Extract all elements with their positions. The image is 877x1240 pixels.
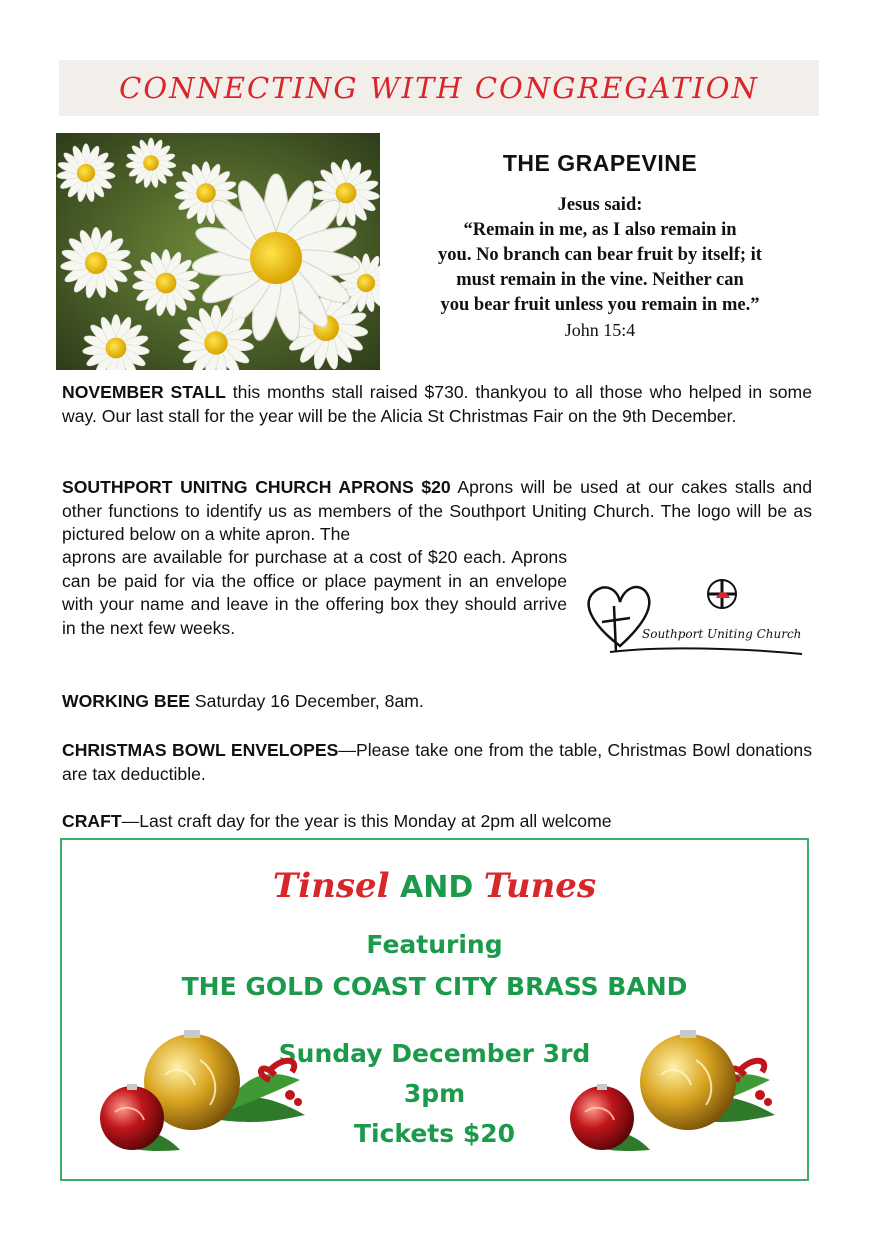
event-time: 3pm [403,1079,466,1108]
event-tickets: Tickets $20 [353,1119,516,1148]
grapevine-section [390,150,810,343]
notice-working-bee [62,690,812,714]
event-title-word2: Tunes [483,866,597,906]
verse-line: “Remain in me, as I also remain in [463,220,737,240]
notice-heading: WORKING BEE [62,691,191,711]
notice-text: Saturday 16 December, 8am. [190,691,424,711]
event-date: Sunday December 3rd [278,1039,591,1068]
church-logo [580,568,816,662]
notice-aprons [62,476,812,547]
notice-november-stall [62,381,812,428]
header-banner [59,60,819,116]
bible-verse [390,193,810,318]
heart-cross-logo-icon [580,568,816,662]
christmas-ornament-icon [540,1000,802,1170]
notice-christmas-bowl [62,739,812,786]
event-title [62,866,807,906]
notice-text: Aprons will be used at our cakes stalls and other functions to identify us as members of the Southport Uniting Church. The logo will be as pictured below on a white apron. The [62,477,812,544]
notice-heading: CRAFT [62,811,122,831]
notice-text: —Please take one from the table, Christmas Bowl donations are tax deductible. [62,740,812,784]
event-featuring: Featuring [366,930,503,959]
verse-line: Jesus said: [557,195,643,215]
event-title-and: AND [400,870,474,905]
event-box [60,838,809,1181]
verse-line: must remain in the vine. Neither can [456,270,744,290]
notice-text: this months stall raised $730. thankyou to all those who helped in some way. Our last stall for the year will be the Alicia St Christmas Fair on the 9th December. [62,382,812,426]
verse-line: you bear fruit unless you remain in me.” [440,295,760,315]
notice-heading: SOUTHPORT UNITNG CHURCH APRONS $20 [62,477,451,497]
event-band: THE GOLD COAST CITY BRASS BAND [181,972,688,1001]
page-title: CONNECTING WITH CONGREGATION [119,71,759,105]
grapevine-title: THE GRAPEVINE [502,150,698,176]
verse-reference: John 15:4 [564,320,636,340]
notice-text: —Last craft day for the year is this Monday at 2pm all welcome [121,811,612,831]
christmas-ornament-icon [70,1000,332,1170]
notice-heading: CHRISTMAS BOWL ENVELOPES [62,740,339,760]
daisy-flowers-photo [56,133,380,370]
notice-aprons-continued [62,546,567,640]
notice-craft [62,810,812,834]
logo-text: Southport Uniting Church [642,627,802,641]
event-title-word1: Tinsel [272,866,390,906]
notice-heading: NOVEMBER STALL [62,382,226,402]
verse-line: you. No branch can bear fruit by itself; it [438,245,762,265]
notice-text: aprons are available for purchase at a cost of $20 each. Aprons can be paid for via the office or place payment in an envelope with your name and leave in the offering box they should arrive in the next few weeks. [62,547,567,638]
